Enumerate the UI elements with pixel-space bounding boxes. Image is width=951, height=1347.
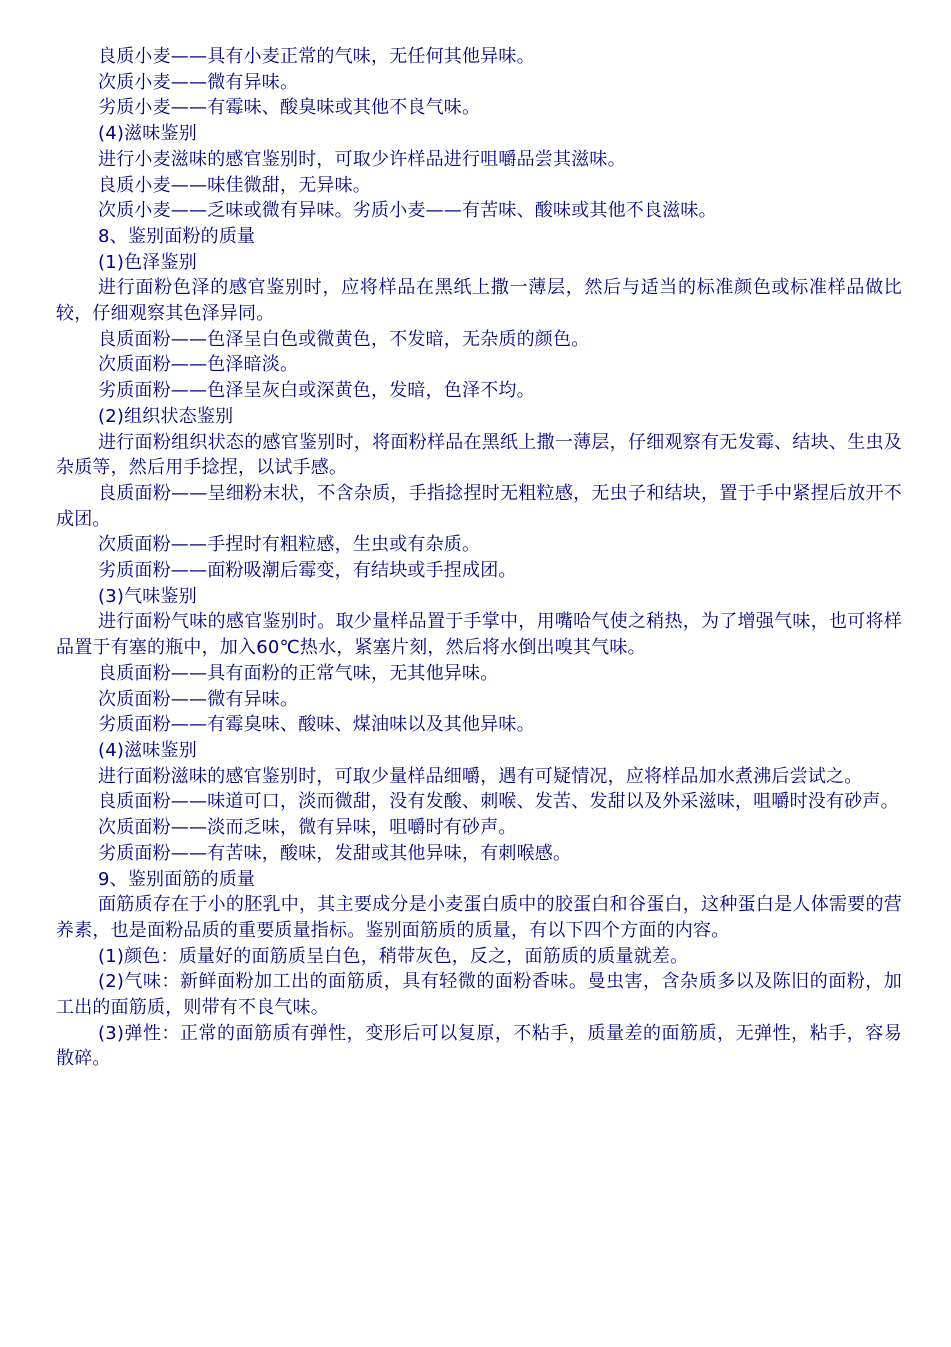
document-page [56,44,902,1072]
paragraph: 良质面粉——色泽呈白色或微黄色，不发暗，无杂质的颜色。 [98,328,590,350]
section-heading: (4)滋味鉴别 [98,739,197,761]
paragraph: 良质面粉——呈细粉末状，不含杂质，手指捻捏时无粗粒感，无虫子和结块，置于手中紧捏后放开不成团。 [56,482,902,530]
paragraph: 进行面粉气味的感官鉴别时。取少量样品置于手掌中，用嘴哈气使之稍热，为了增强气味，也可将样品置于有塞的瓶中，加入60℃热水，紧塞片刻，然后将水倒出嗅其气味。 [56,611,902,659]
paragraph: 劣质面粉——色泽呈灰白或深黄色，发暗，色泽不均。 [98,380,535,402]
section-heading: (1)色泽鉴别 [98,251,197,273]
section-heading: (2)组织状态鉴别 [98,405,234,427]
section-heading: 9、鉴别面筋的质量 [98,868,256,890]
section-heading: (4)滋味鉴别 [98,123,197,145]
paragraph: 次质面粉——色泽暗淡。 [98,354,299,376]
paragraph: (2)气味：新鲜面粉加工出的面筋质，具有轻微的面粉香味。曼虫害，含杂质多以及陈旧的面粉，加工出的面筋质，则带有不良气味。 [56,971,902,1019]
section-heading: 8、鉴别面粉的质量 [98,225,256,247]
paragraph: 进行面粉色泽的感官鉴别时，应将样品在黑纸上撒一薄层，然后与适当的标准颜色或标准样品做比较，仔细观察其色泽异同。 [56,277,902,325]
paragraph: 良质小麦——味佳微甜，无异味。 [98,174,371,196]
paragraph: 劣质面粉——有苦味，酸味，发甜或其他异味，有刺喉感。 [98,842,572,864]
paragraph: 次质面粉——手捏时有粗粒感，生虫或有杂质。 [98,534,481,556]
paragraph: (1)颜色：质量好的面筋质呈白色，稍带灰色，反之，面筋质的质量就差。 [98,945,689,967]
paragraph: 次质小麦——乏味或微有异味。劣质小麦——有苦味、酸味或其他不良滋味。 [98,200,717,222]
paragraph: 良质面粉——味道可口，淡而微甜，没有发酸、刺喉、发苦、发甜以及外采滋味，咀嚼时没有砂声。 [98,791,899,813]
paragraph: 良质小麦——具有小麦正常的气味，无任何其他异味。 [98,46,535,67]
paragraph: 次质小麦——微有异味。 [98,71,299,93]
paragraph: 良质面粉——具有面粉的正常气味，无其他异味。 [98,662,499,684]
section-heading: (3)气味鉴别 [98,585,197,607]
paragraph: 次质面粉——微有异味。 [98,688,299,710]
paragraph: 劣质面粉——有霉臭味、酸味、煤油味以及其他异味。 [98,714,535,736]
paragraph: 进行小麦滋味的感官鉴别时，可取少许样品进行咀嚼品尝其滋味。 [98,148,626,170]
paragraph: (3)弹性：正常的面筋质有弹性，变形后可以复原，不粘手，质量差的面筋质，无弹性，粘手，容易散碎。 [56,1022,902,1070]
paragraph: 面筋质存在于小的胚乳中，其主要成分是小麦蛋白质中的胶蛋白和谷蛋白，这种蛋白是人体需要的营养素，也是面粉品质的重要质量指标。鉴别面筋质的质量，有以下四个方面的内容。 [56,894,902,941]
paragraph: 劣质小麦——有霉味、酸臭味或其他不良气味。 [98,97,481,119]
paragraph: 劣质面粉——面粉吸潮后霉变，有结块或手捏成团。 [98,560,517,582]
paragraph: 进行面粉组织状态的感官鉴别时，将面粉样品在黑纸上撒一薄层，仔细观察有无发霉、结块、生虫及杂质等，然后用手捻捏，以试手感。 [56,431,902,479]
paragraph: 次质面粉——淡而乏味，微有异味，咀嚼时有砂声。 [98,817,517,839]
paragraph: 进行面粉滋味的感官鉴别时，可取少量样品细嚼，遇有可疑情况，应将样品加水煮沸后尝试之。 [98,765,863,787]
